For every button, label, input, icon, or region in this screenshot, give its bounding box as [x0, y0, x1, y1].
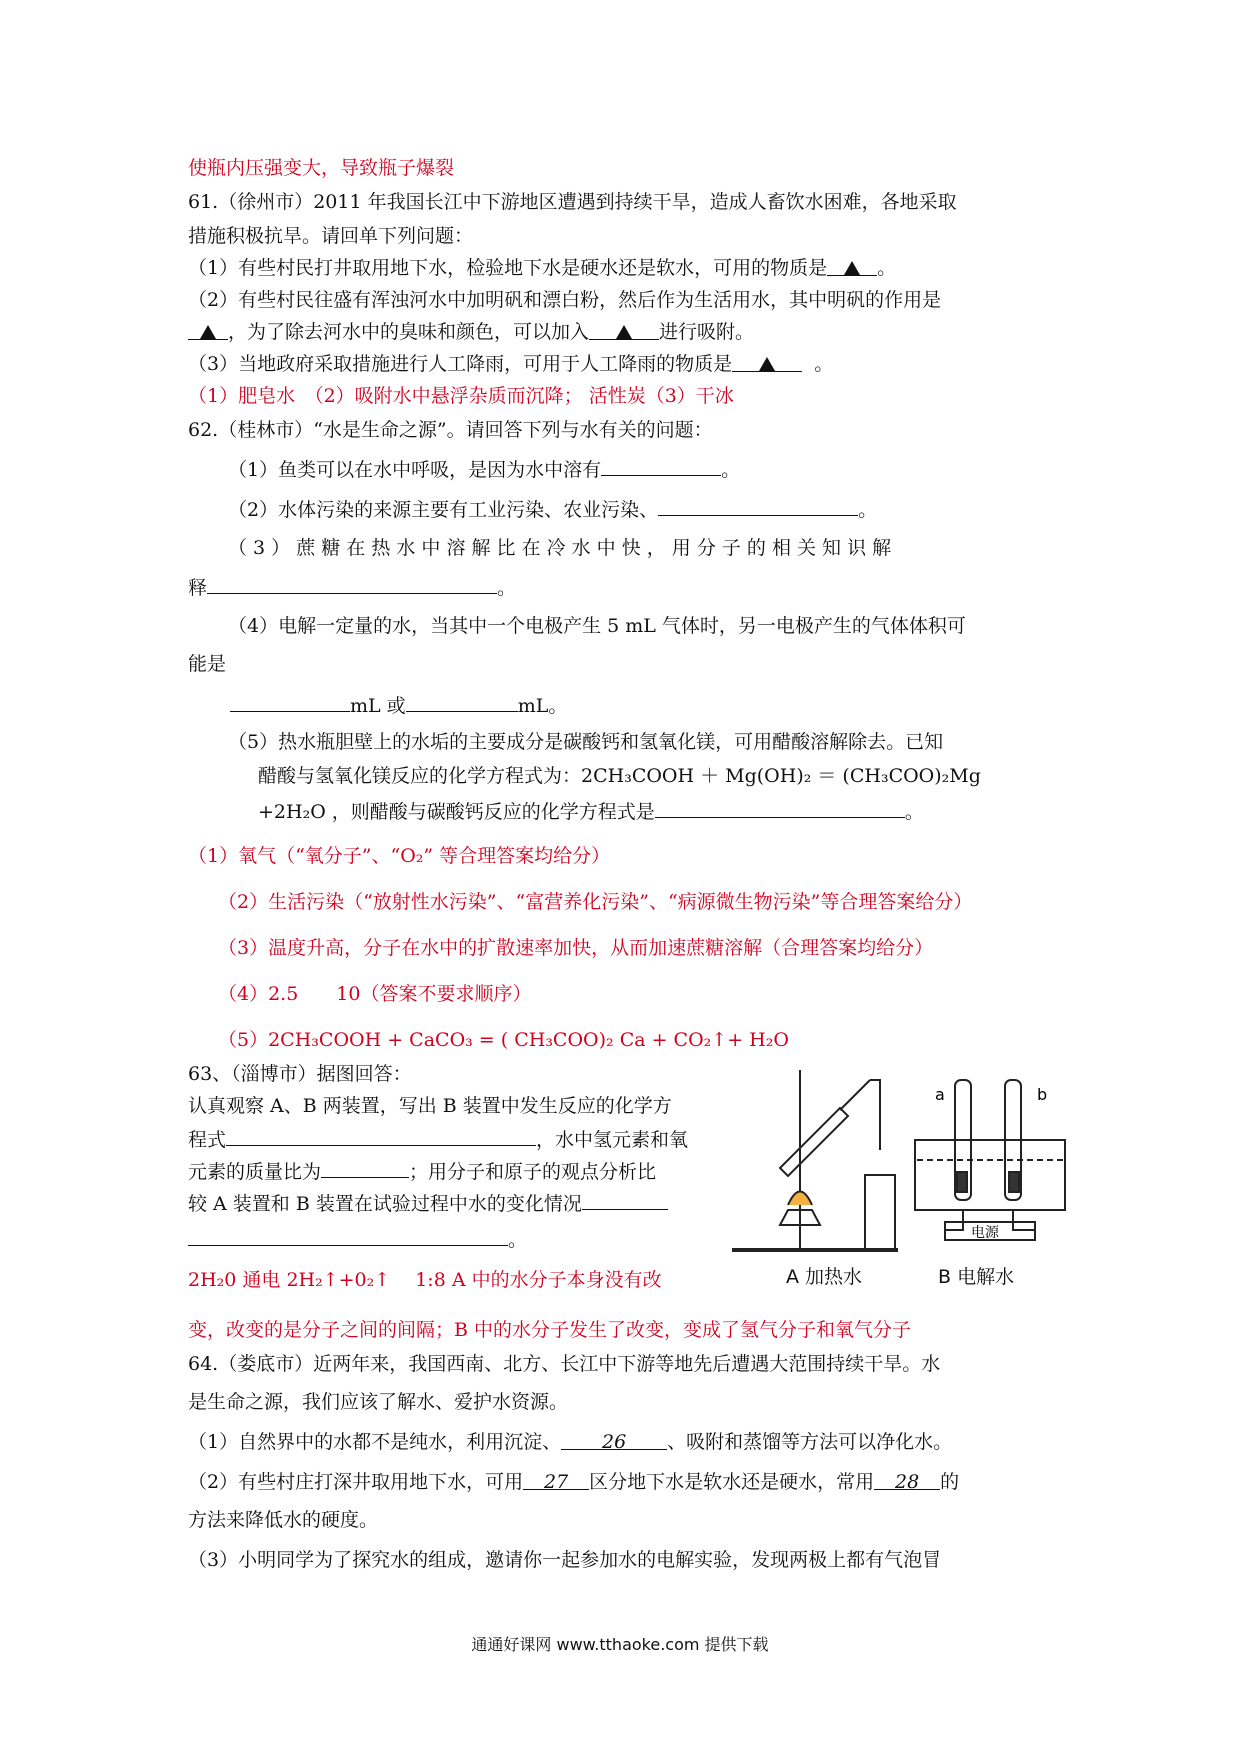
q61-part1-text: （1）有些村民打井取用地下水，检验地下水是硬水还是软水，可用的物质是	[188, 257, 828, 279]
power-label: 电源	[971, 1225, 999, 1241]
q62-part1-text: （1）鱼类可以在水中呼吸，是因为水中溶有	[228, 459, 602, 481]
answer-62-5: （5）2CH₃COOH + CaCO₃ = ( CH₃COO)₂ Ca + CO₂↑+ H₂O	[218, 1029, 789, 1051]
q61-part3-text: （3）当地政府采取措施进行人工降雨，可用于人工降雨的物质是	[188, 353, 733, 375]
answer-62-2: （2）生活污染（“放射性水污染”、“富营养化污染”、“病源微生物污染”等合理答案给分）	[218, 891, 973, 913]
flame	[788, 1192, 812, 1206]
q62-part5b: 醋酸与氢氧化镁反应的化学方程式为：2CH₃COOH ＋ Mg(OH)₂ ＝ (CH₃COO)₂Mg	[258, 765, 981, 787]
period: 。	[721, 459, 741, 481]
answer-63a: 2H₂0 通电 2H₂↑+0₂↑ 1:8 A 中的水分子本身没有改	[188, 1269, 662, 1291]
blank	[226, 1126, 536, 1146]
q62-part4c-end: mL。	[517, 695, 568, 717]
q64-text: 是生命之源，我们应该了解水、爱护水资源。	[188, 1391, 569, 1413]
q63-line-e	[188, 1226, 527, 1252]
receiving-beaker	[865, 1175, 895, 1250]
q63-line-c	[188, 1158, 656, 1184]
answer-61: （1）肥皂水 （2）吸附水中悬浮杂质而沉降； 活性炭（3）干冰	[188, 385, 734, 407]
blank	[188, 1226, 508, 1246]
figure-heating-apparatus	[730, 1060, 900, 1260]
q64-part2b: 方法来降低水的硬度。	[188, 1509, 379, 1531]
q61-part1	[188, 256, 896, 280]
q63-line-c-end: ；用分子和原子的观点分析比	[409, 1161, 657, 1183]
figure-electrolysis-apparatus	[905, 1060, 1075, 1250]
q62-part4: （4）电解一定量的水，当其中一个电极产生 5 mL 气体时，另一电极产生的气体体积可	[228, 615, 966, 637]
q64-part1-text: （1）自然界中的水都不是纯水，利用沉淀、	[188, 1431, 562, 1453]
q62-part5c	[258, 798, 924, 824]
q62-part3b	[188, 574, 516, 600]
q63-line-b-end: ，水中氢元素和氧	[536, 1129, 689, 1151]
q62-part2	[228, 496, 877, 522]
q64-part1-end: 、吸附和蒸馏等方法可以净化水。	[667, 1431, 953, 1453]
q62-part5c-text: +2H₂O ，则醋酸与碳酸钙反应的化学方程式是	[258, 801, 655, 823]
blank	[589, 320, 659, 340]
electrode-a	[957, 1172, 967, 1192]
label-a: a	[935, 1085, 945, 1104]
q62-part2-text: （2）水体污染的来源主要有工业污染、农业污染、	[228, 499, 659, 521]
electrolysis-tank	[915, 1140, 1065, 1210]
q63-line-b	[188, 1126, 688, 1152]
triangle-icon	[844, 261, 860, 275]
wire-left	[945, 1210, 963, 1230]
triangle-icon	[759, 357, 775, 371]
q64-part2-text: （2）有些村庄打深井取用地下水，可用	[188, 1471, 524, 1493]
q62-part1	[228, 456, 740, 482]
blank	[230, 692, 350, 712]
blank-26: 26	[561, 1430, 667, 1450]
q61-text: 措施积极抗旱。请回单下列问题：	[188, 225, 474, 247]
blank	[406, 692, 518, 712]
page-footer: 通通好课网 www.tthaoke.com 提供下载	[471, 1635, 769, 1654]
blank	[658, 496, 858, 516]
blank	[321, 1158, 409, 1178]
period: 。	[858, 499, 878, 521]
blank	[655, 798, 905, 818]
tube-neck	[840, 1080, 870, 1110]
q63-line-d-text: 较 A 装置和 B 装置在试验过程中水的变化情况	[188, 1193, 582, 1215]
period: 。	[508, 1229, 528, 1251]
q62-part3: （ 3 ） 蔗 糖 在 热 水 中 溶 解 比 在 冷 水 中 快 ， 用 分 子 的 相 关 知 识 解	[228, 537, 892, 559]
q62-part4b: 能是	[188, 653, 227, 675]
label-b: b	[1037, 1085, 1048, 1104]
blank	[827, 256, 877, 276]
blank	[582, 1190, 668, 1210]
test-tube	[780, 1108, 848, 1176]
q62-part5: （5）热水瓶胆壁上的水垢的主要成分是碳酸钙和氢氧化镁，可用醋酸溶解除去。已知	[228, 731, 944, 753]
answer-line: 使瓶内压强变大，导致瓶子爆裂	[188, 157, 455, 179]
q62-text: 62.（桂林市）“水是生命之源”。请回答下列与水有关的问题：	[188, 419, 713, 441]
q64-part2	[188, 1470, 959, 1494]
q61-part2b-text: ，为了除去河水中的臭味和颜色，可以加入	[228, 321, 590, 343]
q61-text: 61.（徐州市）2011 年我国长江中下游地区遭遇到持续干旱，造成人畜饮水困难，各地采取	[188, 191, 957, 213]
electrode-b	[1009, 1172, 1019, 1192]
q62-part4c	[230, 692, 567, 718]
q64-part1	[188, 1430, 952, 1454]
q63-text: 63、（淄博市）据图回答：	[188, 1063, 412, 1085]
answer-62-4: （4）2.5 10（答案不要求顺序）	[218, 983, 532, 1005]
triangle-icon	[200, 325, 216, 339]
caption-b: B 电解水	[938, 1266, 1015, 1288]
q61-part3-end: 。	[814, 353, 834, 375]
blank	[732, 352, 802, 372]
wire-right	[1013, 1210, 1035, 1230]
caption-a: A 加热水	[786, 1266, 863, 1288]
q64-part3: （3）小明同学为了探究水的组成，邀请你一起参加水的电解实验，发现两极上都有气泡冒	[188, 1549, 942, 1571]
q63-line-c-text: 元素的质量比为	[188, 1161, 322, 1183]
delivery-tube	[870, 1080, 880, 1150]
q61-part3	[188, 352, 833, 376]
q64-text: 64.（娄底市）近两年来，我国西南、北方、长江中下游等地先后遭遇大范围持续干旱。水	[188, 1353, 941, 1375]
q62-part4c-mid: mL 或	[350, 695, 406, 717]
answer-62-1: （1）氧气（“氧分子”、“O₂” 等合理答案均给分）	[188, 845, 611, 867]
period: 。	[904, 801, 924, 823]
blank	[188, 320, 228, 340]
triangle-icon	[616, 325, 632, 339]
q62-part3b-text: 释	[188, 577, 208, 599]
q64-part2-end: 的	[940, 1471, 960, 1493]
q61-part2: （2）有些村民往盛有浑浊河水中加明矾和漂白粉，然后作为生活用水，其中明矾的作用是	[188, 289, 942, 311]
q63-line-d	[188, 1190, 668, 1216]
answer-63b: 变，改变的是分子之间的间隔；B 中的水分子发生了改变，变成了氢气分子和氧气分子	[188, 1319, 912, 1341]
blank-27: 27	[523, 1470, 589, 1490]
q61-part2b	[188, 320, 754, 344]
q63-line-a: 认真观察 A、B 两装置，写出 B 装置中发生反应的化学方	[188, 1095, 672, 1117]
q61-part1-end: 。	[877, 257, 897, 279]
period: 。	[497, 577, 517, 599]
q63-line-b-text: 程式	[188, 1129, 227, 1151]
q61-part2b-end: 进行吸附。	[659, 321, 755, 343]
blank	[207, 574, 497, 594]
blank	[601, 456, 721, 476]
answer-62-3: （3）温度升高，分子在水中的扩散速率加快，从而加速蔗糖溶解（合理答案均给分）	[218, 937, 934, 959]
q64-part2-mid: 区分地下水是软水还是硬水，常用	[589, 1471, 875, 1493]
blank-28: 28	[874, 1470, 940, 1490]
